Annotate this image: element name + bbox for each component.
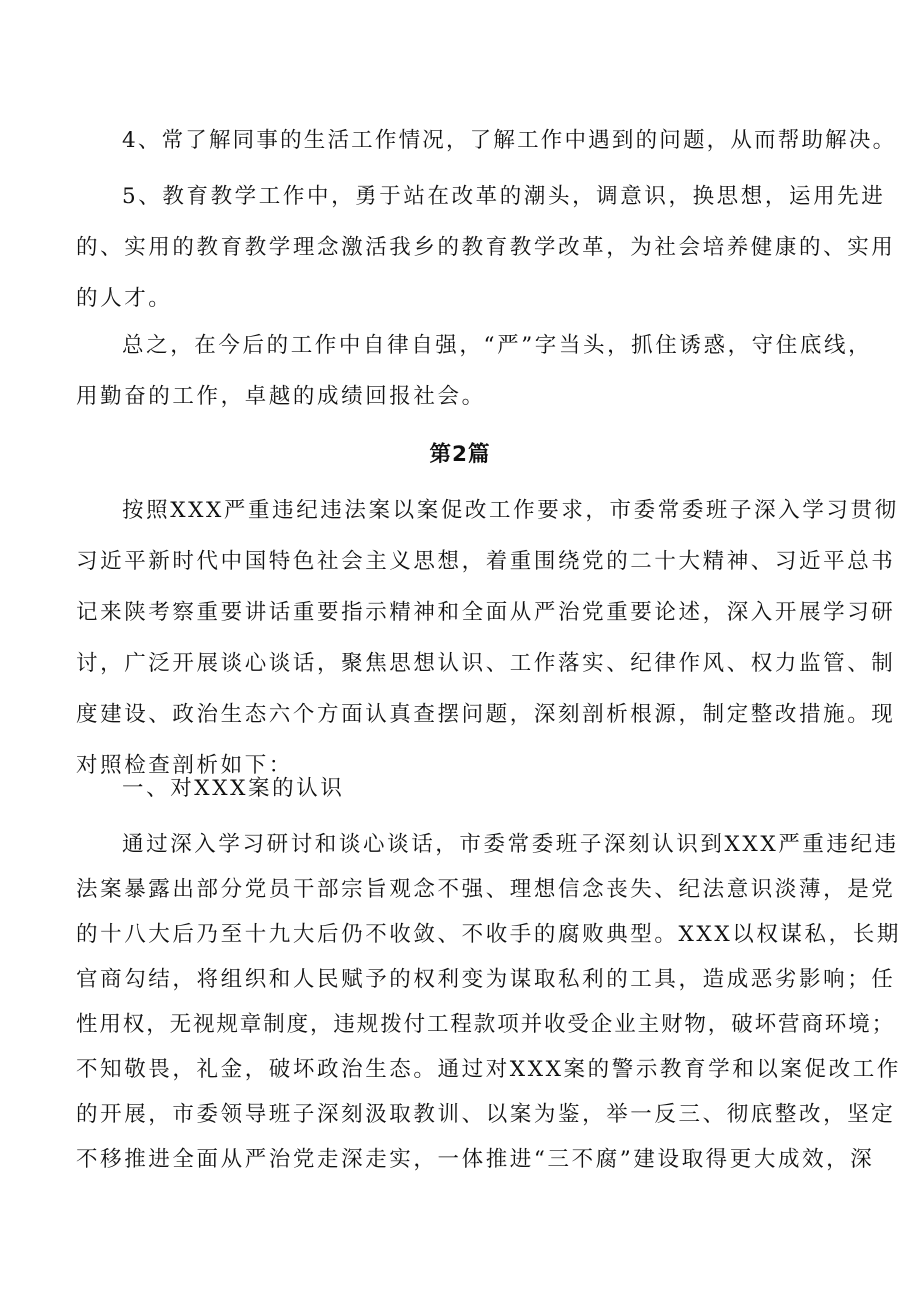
text-line: 的开展，市委领导班子深刻汲取教训、以案为鉴，举一反三、彻底整改，坚定 (76, 1102, 896, 1127)
text-line: 度建设、政治生态六个方面认真查摆问题，深刻剖析根源，制定整改措施。现 (76, 702, 896, 727)
text-line: 总之，在今后的工作中自律自强，“严”字当头，抓住诱惑，守住底线， (122, 333, 873, 358)
text-line: 的人才。 (76, 286, 173, 311)
text-line: 记来陕考察重要讲话重要指示精神和全面从严治党重要论述，深入开展学习研 (76, 600, 896, 625)
text-line: 一、对XXX案的认识 (122, 776, 345, 801)
subheading (76, 770, 866, 808)
text-line: 的、实用的教育教学理念激活我乡的教育教学改革，为社会培养健康的、实用 (76, 235, 896, 260)
body-paragraph (76, 826, 901, 1179)
list-item-5 (76, 178, 896, 318)
text-line: 4、常了解同事的生活工作情况，了解工作中遇到的问题，从而帮助解决。 (122, 128, 897, 153)
text-line: 习近平新时代中国特色社会主义思想，着重围绕党的二十大精神、习近平总书 (76, 549, 896, 574)
text-line: 5、教育教学工作中，勇于站在改革的潮头，调意识，换思想，运用先进 (122, 184, 886, 209)
list-item-4 (76, 122, 897, 160)
text-line: 法案暴露出部分党员干部宗旨观念不强、理想信念丧失、纪法意识淡薄，是党 (76, 877, 896, 902)
text-line: 按照XXX严重违纪违法案以案促改工作要求，市委常委班子深入学习贯彻 (122, 498, 899, 523)
text-line: 通过深入学习研讨和谈心谈话，市委常委班子深刻认识到XXX严重违纪违 (122, 832, 899, 857)
text-line: 对照检查剖析如下： (76, 753, 293, 778)
text-line: 讨，广泛开展谈心谈话，聚焦思想认识、工作落实、纪律作风、权力监管、制 (76, 651, 896, 676)
summary-paragraph (76, 327, 873, 416)
section-heading: 第2篇 (429, 442, 491, 467)
text-line: 的十八大后乃至十九大后仍不收敛、不收手的腐败典型。XXX以权谋私，长期 (76, 922, 901, 947)
text-line: 用勤奋的工作，卓越的成绩回报社会。 (76, 384, 486, 409)
text-line: 官商勾结，将组织和人民赋予的权利变为谋取私利的工具，造成恶劣影响；任 (76, 967, 896, 992)
text-line: 性用权，无视规章制度，违规拨付工程款项并收受企业主财物，破坏营商环境； (76, 1012, 896, 1037)
intro-paragraph (76, 492, 899, 785)
text-line: 不移推进全面从严治党走深走实，一体推进“三不腐”建设取得更大成效，深 (76, 1147, 875, 1172)
text-line: 不知敬畏，礼金，破坏政治生态。通过对XXX案的警示教育学和以案促改工作 (76, 1057, 901, 1082)
